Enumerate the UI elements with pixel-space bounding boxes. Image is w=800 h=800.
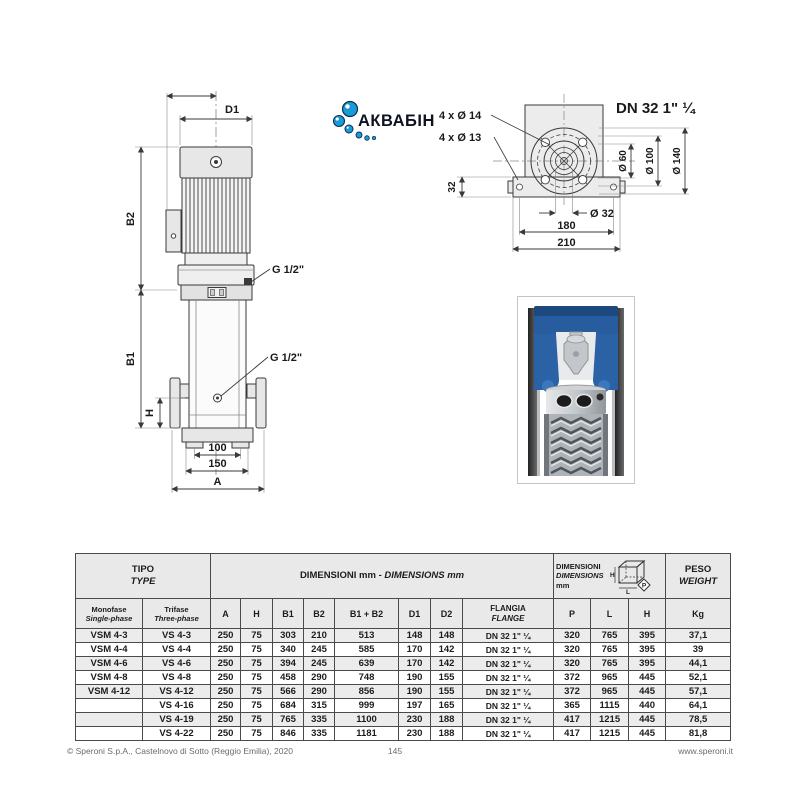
- header-tipo-type: TIPO TYPE: [76, 554, 211, 599]
- bolt-hole: [579, 138, 587, 146]
- dim-label-150: 150: [208, 458, 227, 470]
- dim-label-b1: B1: [125, 351, 137, 367]
- table-row: VS 4-22 250 75 846 335 1181 230 188 DN 32 1" ¼ 417 1215 445 81,8: [76, 727, 731, 741]
- footer-page-number: 145: [387, 746, 403, 756]
- dim-label-g-top: G 1/2": [272, 264, 305, 276]
- flange-size-title: DN 32 1" ¼: [616, 100, 695, 117]
- header-box-dimensions: DIMENSIONI DIMENSIONS mm H L P: [554, 554, 666, 599]
- col-b2: B2: [304, 599, 335, 629]
- clamp-band: [181, 285, 252, 300]
- flange-top-view-drawing: [435, 82, 745, 262]
- motor-body: [166, 147, 252, 253]
- table-row: VS 4-16 250 75 684 315 999 197 165 DN 32 1" ¼ 365 1115 440 64,1: [76, 699, 731, 713]
- pump-sleeve: [189, 300, 246, 428]
- dim-label-d1: D1: [225, 104, 240, 116]
- col-h: H: [241, 599, 273, 629]
- product-cutaway-photo: [517, 296, 635, 484]
- dim-label-4x14: 4 x Ø 14: [439, 110, 482, 122]
- dim-label-d60: Ø 60: [618, 150, 629, 172]
- col-b1: B1: [273, 599, 304, 629]
- dim-label-4x13: 4 x Ø 13: [439, 132, 482, 144]
- col-kg: Kg: [666, 599, 731, 629]
- packaging-box-icon: [607, 557, 655, 595]
- pump-head-adapter: [178, 253, 254, 286]
- header-peso-weight: PESO WEIGHT: [666, 554, 731, 599]
- dim-label-180: 180: [557, 220, 576, 232]
- footer-copyright: © Speroni S.p.A., Castelnovo di Sotto (Reggio Emilia), 2020: [67, 746, 293, 756]
- dim-label-d32: Ø 32: [590, 208, 614, 220]
- dim-label-d140: Ø 140: [672, 147, 683, 175]
- pump-side-view-drawing: [75, 85, 315, 500]
- table-row: VSM 4-4 VS 4-4 250 75 340 245 585 170 142 DN 32 1" ¼ 320 765 395 39: [76, 643, 731, 657]
- dim-label-b2: B2: [125, 211, 137, 227]
- pump-cutaway-image: [528, 306, 624, 476]
- dimensions-table: [75, 553, 731, 741]
- footer-website: www.speroni.it: [678, 746, 733, 756]
- svg-text:P: P: [641, 582, 646, 590]
- table-row: VSM 4-12 VS 4-12 250 75 566 290 856 190 155 DN 32 1" ¼ 372 965 445 57,1: [76, 685, 731, 699]
- watermark-text: АКВАБІН: [358, 112, 435, 130]
- table-row: VSM 4-6 VS 4-6 250 75 394 245 639 170 142 DN 32 1" ¼ 320 765 395 44,1: [76, 657, 731, 671]
- terminal-box: [166, 210, 181, 252]
- bolt-hole: [579, 176, 587, 184]
- bolt-hole: [541, 176, 549, 184]
- col-trifase: Trifase Three-phase: [143, 599, 211, 629]
- col-flangia: FLANGIA FLANGE: [463, 599, 554, 629]
- dim-label-a: A: [213, 476, 222, 488]
- col-b1b2: B1 + B2: [335, 599, 399, 629]
- header-dimensions: DIMENSIONI mm - DIMENSIONS mm: [211, 554, 554, 599]
- col-h2: H: [629, 599, 666, 629]
- table-row: VS 4-19 250 75 765 335 1100 230 188 DN 32 1" ¼ 417 1215 445 78,5: [76, 713, 731, 727]
- dim-label-h: H: [144, 409, 156, 417]
- svg-text:L: L: [625, 589, 630, 595]
- dim-label-g-bottom: G 1/2": [270, 352, 303, 364]
- svg-text:H: H: [609, 572, 615, 579]
- dim-label-32: 32: [447, 181, 458, 193]
- col-p: P: [554, 599, 591, 629]
- dim-label-d100: Ø 100: [645, 147, 656, 175]
- table-row: VSM 4-8 VS 4-8 250 75 458 290 748 190 155 DN 32 1" ¼ 372 965 445 52,1: [76, 671, 731, 685]
- dim-label-100: 100: [208, 442, 227, 454]
- col-a: A: [211, 599, 241, 629]
- col-l: L: [591, 599, 629, 629]
- col-d1: D1: [399, 599, 431, 629]
- col-monofase: Monofase Single-phase: [76, 599, 143, 629]
- table-row: VSM 4-3 VS 4-3 250 75 303 210 513 148 148 DN 32 1" ¼ 320 765 395 37,1: [76, 629, 731, 643]
- col-d2: D2: [431, 599, 463, 629]
- dim-label-210: 210: [557, 237, 576, 249]
